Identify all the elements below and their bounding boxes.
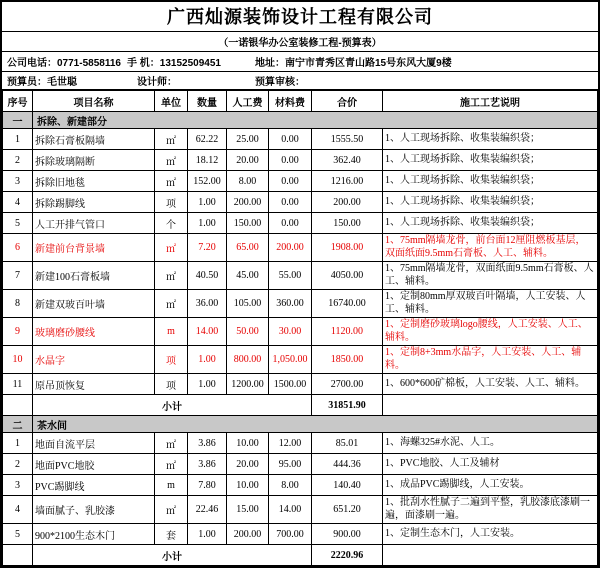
cell-labor-cost: 45.00 bbox=[227, 262, 269, 290]
table-row bbox=[3, 129, 598, 150]
cell-total-price: 150.00 bbox=[312, 213, 383, 234]
cell-material-cost: 200.00 bbox=[269, 234, 312, 262]
table-row bbox=[3, 150, 598, 171]
cell-no: 1 bbox=[3, 129, 33, 150]
cell-unit: ㎡ bbox=[155, 454, 188, 475]
cell-labor-cost: 800.00 bbox=[227, 346, 269, 374]
cell-labor-cost: 50.00 bbox=[227, 318, 269, 346]
cell-qty: 1.00 bbox=[188, 374, 227, 395]
cell-qty: 36.00 bbox=[188, 290, 227, 318]
cell-no: 4 bbox=[3, 496, 33, 524]
cell-unit: ㎡ bbox=[155, 171, 188, 192]
cell-qty: 18.12 bbox=[188, 150, 227, 171]
cell-labor-cost: 25.00 bbox=[227, 129, 269, 150]
cell-total-price: 1120.00 bbox=[312, 318, 383, 346]
cell-no: 5 bbox=[3, 213, 33, 234]
cell-total-price: 2700.00 bbox=[312, 374, 383, 395]
cell-item-name: 地面自流平层 bbox=[33, 433, 155, 454]
subtotal-row bbox=[3, 545, 598, 566]
cell-no: 8 bbox=[3, 290, 33, 318]
cell-process-note: 1、人工现场拆除、收集装编织袋； bbox=[383, 171, 598, 192]
cell-item-name: 人工开排气管口 bbox=[33, 213, 155, 234]
cell-unit: ㎡ bbox=[155, 262, 188, 290]
cell-qty: 40.50 bbox=[188, 262, 227, 290]
cell-material-cost: 8.00 bbox=[269, 475, 312, 496]
cell-no: 3 bbox=[3, 171, 33, 192]
cell-total-price: 140.40 bbox=[312, 475, 383, 496]
cell-process-note: 1、批刮水性腻子二遍到平整，乳胶漆底漆刷一遍，面漆刷一遍。 bbox=[383, 496, 598, 524]
company-address: 地址：南宁市青秀区青山路15号东风大厦9楼 bbox=[255, 58, 452, 70]
cell-no: 5 bbox=[3, 524, 33, 545]
table-row bbox=[3, 346, 598, 374]
project-subtitle: （一诺银华办公室装修工程-预算表） bbox=[2, 32, 598, 53]
cell-unit: 套 bbox=[155, 524, 188, 545]
col-header-unit: 单位 bbox=[155, 91, 188, 112]
cell-unit: ㎡ bbox=[155, 496, 188, 524]
cell-item-name: 900*2100生态木门 bbox=[33, 524, 155, 545]
cell-item-name: 地面PVC地胶 bbox=[33, 454, 155, 475]
cell-no: 2 bbox=[3, 454, 33, 475]
cell-unit: ㎡ bbox=[155, 290, 188, 318]
cell-process-note: 1、定制80mm厚双玻百叶隔墙，人工安装、人工、辅料。 bbox=[383, 290, 598, 318]
mobile-phone: 手 机：13152509451 bbox=[127, 58, 221, 70]
cell-no: 4 bbox=[3, 192, 33, 213]
cell-labor-cost: 1200.00 bbox=[227, 374, 269, 395]
cell-qty: 7.80 bbox=[188, 475, 227, 496]
cell-unit: ㎡ bbox=[155, 234, 188, 262]
cell-total-price: 651.20 bbox=[312, 496, 383, 524]
cell-unit: 项 bbox=[155, 192, 188, 213]
cell-material-cost: 1,050.00 bbox=[269, 346, 312, 374]
cell-item-name: 拆除踢脚线 bbox=[33, 192, 155, 213]
cell-labor-cost: 105.00 bbox=[227, 290, 269, 318]
cell-qty: 14.00 bbox=[188, 318, 227, 346]
table-row bbox=[3, 192, 598, 213]
cell-labor-cost: 20.00 bbox=[227, 150, 269, 171]
cell-qty: 3.86 bbox=[188, 433, 227, 454]
contact-info-row bbox=[2, 52, 598, 72]
table-row bbox=[3, 171, 598, 192]
cell-total-price: 444.36 bbox=[312, 454, 383, 475]
cell-no: 9 bbox=[3, 318, 33, 346]
cell-no: 11 bbox=[3, 374, 33, 395]
cell-total-price: 1908.00 bbox=[312, 234, 383, 262]
cell-qty: 1.00 bbox=[188, 213, 227, 234]
cell-total-price: 4050.00 bbox=[312, 262, 383, 290]
table-row bbox=[3, 454, 598, 475]
cell-material-cost: 0.00 bbox=[269, 171, 312, 192]
budget-table-body bbox=[3, 112, 598, 566]
cell-item-name: 新建双玻百叶墙 bbox=[33, 290, 155, 318]
cell-labor-cost: 200.00 bbox=[227, 524, 269, 545]
company-title: 广西灿源装饰设计工程有限公司 bbox=[2, 2, 598, 32]
cell-total-price: 900.00 bbox=[312, 524, 383, 545]
cell-no: 1 bbox=[3, 433, 33, 454]
table-row bbox=[3, 213, 598, 234]
cell-material-cost: 30.00 bbox=[269, 318, 312, 346]
cell-labor-cost: 10.00 bbox=[227, 433, 269, 454]
cell-material-cost: 12.00 bbox=[269, 433, 312, 454]
cell-item-name: 玻璃磨砂腰线 bbox=[33, 318, 155, 346]
reviewer-field: 预算审核： bbox=[255, 77, 305, 88]
table-row bbox=[3, 234, 598, 262]
cell-unit: 项 bbox=[155, 374, 188, 395]
cell-total-price: 1555.50 bbox=[312, 129, 383, 150]
cell-process-note: 1、定制磨砂玻璃logo腰线，人工安装、人工、辅料。 bbox=[383, 318, 598, 346]
cell-item-name: 新建100石膏板墙 bbox=[33, 262, 155, 290]
cell-total-price: 1850.00 bbox=[312, 346, 383, 374]
cell-labor-cost: 200.00 bbox=[227, 192, 269, 213]
cell-material-cost: 0.00 bbox=[269, 213, 312, 234]
col-header-process-note: 施工工艺说明 bbox=[383, 91, 598, 112]
cell-process-note: 1、75mm隔墙龙骨，前台面12厘阻燃板基层，双面纸面9.5mm石膏板、人工、辅料。 bbox=[383, 234, 598, 262]
col-header-no: 序号 bbox=[3, 91, 33, 112]
cell-labor-cost: 8.00 bbox=[227, 171, 269, 192]
col-header-labor-cost: 人工费 bbox=[227, 91, 269, 112]
cell-total-price: 362.40 bbox=[312, 150, 383, 171]
cell-qty: 1.00 bbox=[188, 346, 227, 374]
cell-item-name: 拆除石膏板隔墙 bbox=[33, 129, 155, 150]
estimator-field: 预算员：毛世聪 bbox=[7, 77, 77, 88]
cell-no: 10 bbox=[3, 346, 33, 374]
section-index: 一 bbox=[3, 112, 33, 129]
cell-process-note: 1、人工现场拆除、收集装编织袋； bbox=[383, 150, 598, 171]
cell-unit: 项 bbox=[155, 346, 188, 374]
cell-item-name: 水晶字 bbox=[33, 346, 155, 374]
cell-process-note: 1、成品PVC踢脚线，人工安装。 bbox=[383, 475, 598, 496]
cell-qty: 22.46 bbox=[188, 496, 227, 524]
table-row bbox=[3, 290, 598, 318]
cell-process-note: 1、定制生态木门，人工安装。 bbox=[383, 524, 598, 545]
cell-item-name: PVC踢脚线 bbox=[33, 475, 155, 496]
cell-process-note: 1、75mm隔墙龙骨，双面纸面9.5mm石膏板、人工、辅料。 bbox=[383, 262, 598, 290]
subtotal-empty-no bbox=[3, 395, 33, 416]
subtotal-value: 2220.96 bbox=[312, 545, 383, 566]
cell-process-note: 1、人工现场拆除、收集装编织袋； bbox=[383, 213, 598, 234]
section-index: 二 bbox=[3, 416, 33, 433]
cell-labor-cost: 20.00 bbox=[227, 454, 269, 475]
cell-labor-cost: 10.00 bbox=[227, 475, 269, 496]
table-row bbox=[3, 475, 598, 496]
cell-labor-cost: 65.00 bbox=[227, 234, 269, 262]
table-row bbox=[3, 374, 598, 395]
table-row bbox=[3, 496, 598, 524]
cell-total-price: 1216.00 bbox=[312, 171, 383, 192]
cell-total-price: 200.00 bbox=[312, 192, 383, 213]
cell-material-cost: 0.00 bbox=[269, 150, 312, 171]
cell-qty: 1.00 bbox=[188, 192, 227, 213]
table-row bbox=[3, 433, 598, 454]
cell-material-cost: 0.00 bbox=[269, 129, 312, 150]
cell-qty: 7.20 bbox=[188, 234, 227, 262]
cell-unit: ㎡ bbox=[155, 433, 188, 454]
cell-item-name: 拆除旧地毯 bbox=[33, 171, 155, 192]
col-header-item-name: 项目名称 bbox=[33, 91, 155, 112]
staff-info-row bbox=[2, 72, 598, 90]
cell-process-note: 1、海螺325#水泥、人工。 bbox=[383, 433, 598, 454]
cell-unit: m bbox=[155, 475, 188, 496]
cell-qty: 1.00 bbox=[188, 524, 227, 545]
cell-material-cost: 0.00 bbox=[269, 192, 312, 213]
cell-process-note: 1、定制8+3mm水晶字，人工安装、人工、辅料。 bbox=[383, 346, 598, 374]
cell-material-cost: 1500.00 bbox=[269, 374, 312, 395]
cell-material-cost: 14.00 bbox=[269, 496, 312, 524]
section-row bbox=[3, 416, 598, 433]
cell-total-price: 16740.00 bbox=[312, 290, 383, 318]
cell-item-name: 拆除玻璃隔断 bbox=[33, 150, 155, 171]
cell-unit: m bbox=[155, 318, 188, 346]
cell-qty: 3.86 bbox=[188, 454, 227, 475]
cell-total-price: 85.01 bbox=[312, 433, 383, 454]
cell-process-note: 1、人工现场拆除、收集装编织袋； bbox=[383, 129, 598, 150]
subtotal-empty-note bbox=[383, 395, 598, 416]
cell-material-cost: 700.00 bbox=[269, 524, 312, 545]
cell-item-name: 墙面腻子、乳胶漆 bbox=[33, 496, 155, 524]
cell-no: 6 bbox=[3, 234, 33, 262]
table-header-row bbox=[3, 91, 598, 112]
subtotal-empty-note bbox=[383, 545, 598, 566]
cell-unit: ㎡ bbox=[155, 150, 188, 171]
subtotal-row bbox=[3, 395, 598, 416]
cell-process-note: 1、人工现场拆除、收集装编织袋； bbox=[383, 192, 598, 213]
cell-labor-cost: 150.00 bbox=[227, 213, 269, 234]
cell-no: 3 bbox=[3, 475, 33, 496]
section-title: 茶水间 bbox=[33, 416, 598, 433]
cell-process-note: 1、PVC地胶、人工及辅材 bbox=[383, 454, 598, 475]
budget-table bbox=[2, 90, 598, 566]
cell-process-note: 1、600*600矿棉板，人工安装、人工、辅料。 bbox=[383, 374, 598, 395]
cell-item-name: 原吊顶恢复 bbox=[33, 374, 155, 395]
subtotal-label: 小计 bbox=[33, 545, 312, 566]
subtotal-value: 31851.90 bbox=[312, 395, 383, 416]
cell-labor-cost: 15.00 bbox=[227, 496, 269, 524]
table-row bbox=[3, 262, 598, 290]
subtotal-empty-no bbox=[3, 545, 33, 566]
cell-material-cost: 360.00 bbox=[269, 290, 312, 318]
subtotal-label: 小计 bbox=[33, 395, 312, 416]
cell-qty: 62.22 bbox=[188, 129, 227, 150]
cell-no: 2 bbox=[3, 150, 33, 171]
section-row bbox=[3, 112, 598, 129]
table-row bbox=[3, 524, 598, 545]
company-phone: 公司电话：0771-5858116 bbox=[7, 58, 121, 70]
designer-field: 设计师： bbox=[137, 77, 177, 88]
col-header-qty: 数量 bbox=[188, 91, 227, 112]
cell-material-cost: 95.00 bbox=[269, 454, 312, 475]
cell-qty: 152.00 bbox=[188, 171, 227, 192]
col-header-material-cost: 材料费 bbox=[269, 91, 312, 112]
col-header-total-price: 合价 bbox=[312, 91, 383, 112]
cell-unit: ㎡ bbox=[155, 129, 188, 150]
cell-item-name: 新建前台背景墙 bbox=[33, 234, 155, 262]
table-row bbox=[3, 318, 598, 346]
cell-material-cost: 55.00 bbox=[269, 262, 312, 290]
cell-no: 7 bbox=[3, 262, 33, 290]
section-title: 拆除、新建部分 bbox=[33, 112, 598, 129]
cell-unit: 个 bbox=[155, 213, 188, 234]
